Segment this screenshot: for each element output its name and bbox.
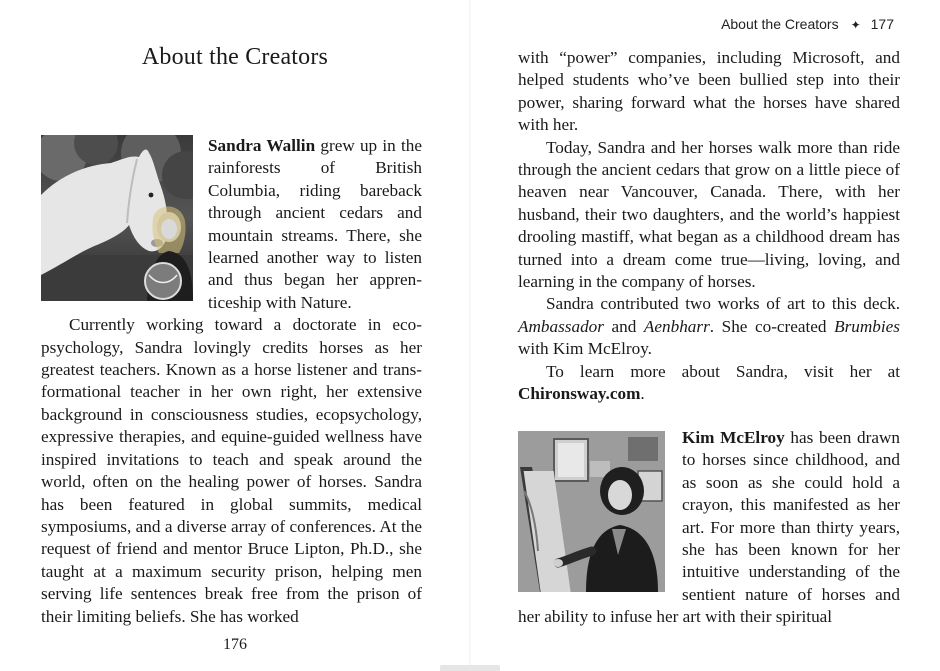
sandra-bio-paragraph: Currently working toward a doctorate in ecopsychology, Sandra lovingly credits horses as her greatest teachers. Known as a horse listener and transformational teacher in her own right, her extensive background in consciousness studies, ecopsychology, expressive therapies, and equine-guided wellness have inspired invitations to teach and speak around the world, often on the healing power of horses. Sandra has been featured in global summits, medical symposiums, and a diverse array of conferences. At the request of friend and mentor Bruce Lipton, Ph.D., she taught at a maximum security prison, helping men serving life sentences break free from the prison of their limiting beliefs. She has worked [41,315,422,626]
today-paragraph: Today, Sandra and her horses walk more than ride through the ancient cedars that grow on a little piece of heaven near Vancouver, Canada. There, with her husband, their two daughters, and the world’s happiest drooling mastiff, what began as a childhood dream has turned into a dream come true—living, loving, and learning in the company of horses. [518,137,900,292]
chapter-title: About the Creators [141,44,329,70]
artwork-text-cocreated: . She co-created [709,316,835,336]
visit-period: . [640,384,645,404]
running-head-title: About the Creators [721,16,839,32]
page-number-left: 176 [223,636,247,653]
page-number-right: 177 [870,16,894,32]
artwork-paragraph [518,293,900,360]
right-page [470,0,940,671]
page-edge-shadow [440,665,500,671]
sandra-wallin-photo [41,135,193,301]
website-link[interactable]: Chironsway.com [518,384,641,404]
artwork-title-ambassador: Ambassador [518,316,604,336]
kim-bio [518,427,900,629]
sandra-bio-continued [518,47,900,406]
continued-paragraph: with “power” companies, including Microsoft, and helped students who’ve been bullied step into their power, sharing forward what the horses have shared with her. [518,48,900,135]
visit-text: To learn more about Sandra, visit her at [546,361,900,381]
artwork-title-aenbharr: Aenbharr [643,316,710,336]
artwork-text-with: with Kim McElroy. [518,339,652,359]
kim-intro-text: has been drawn to horses since childhood, and as soon as she could hold a crayon, this manifested as her art. For more than thirty years, she has been known for her intuitive understanding of the sentient nature of horses and her ability to infuse her art with their spiritual [518,428,900,627]
kim-mcelroy-photo [518,431,665,592]
sandra-intro-text: grew up in the rainforests of British Columbia, riding bareback through ancient cedars and mountain streams. There, she learned another way to listen and thus began her apprenticeship with Nature. [208,136,422,312]
sandra-bio [41,135,422,628]
sandra-name: Sandra Wallin [208,136,316,155]
kim-name: Kim McElroy [682,428,785,447]
ornament-icon: ✦ [850,18,861,32]
visit-paragraph [518,361,900,406]
artwork-title-brumbies: Brumbies [834,316,900,336]
artwork-text-and: and [603,316,644,336]
artwork-text: Sandra contributed two works of art to this deck. [546,294,900,314]
running-head [721,16,894,32]
